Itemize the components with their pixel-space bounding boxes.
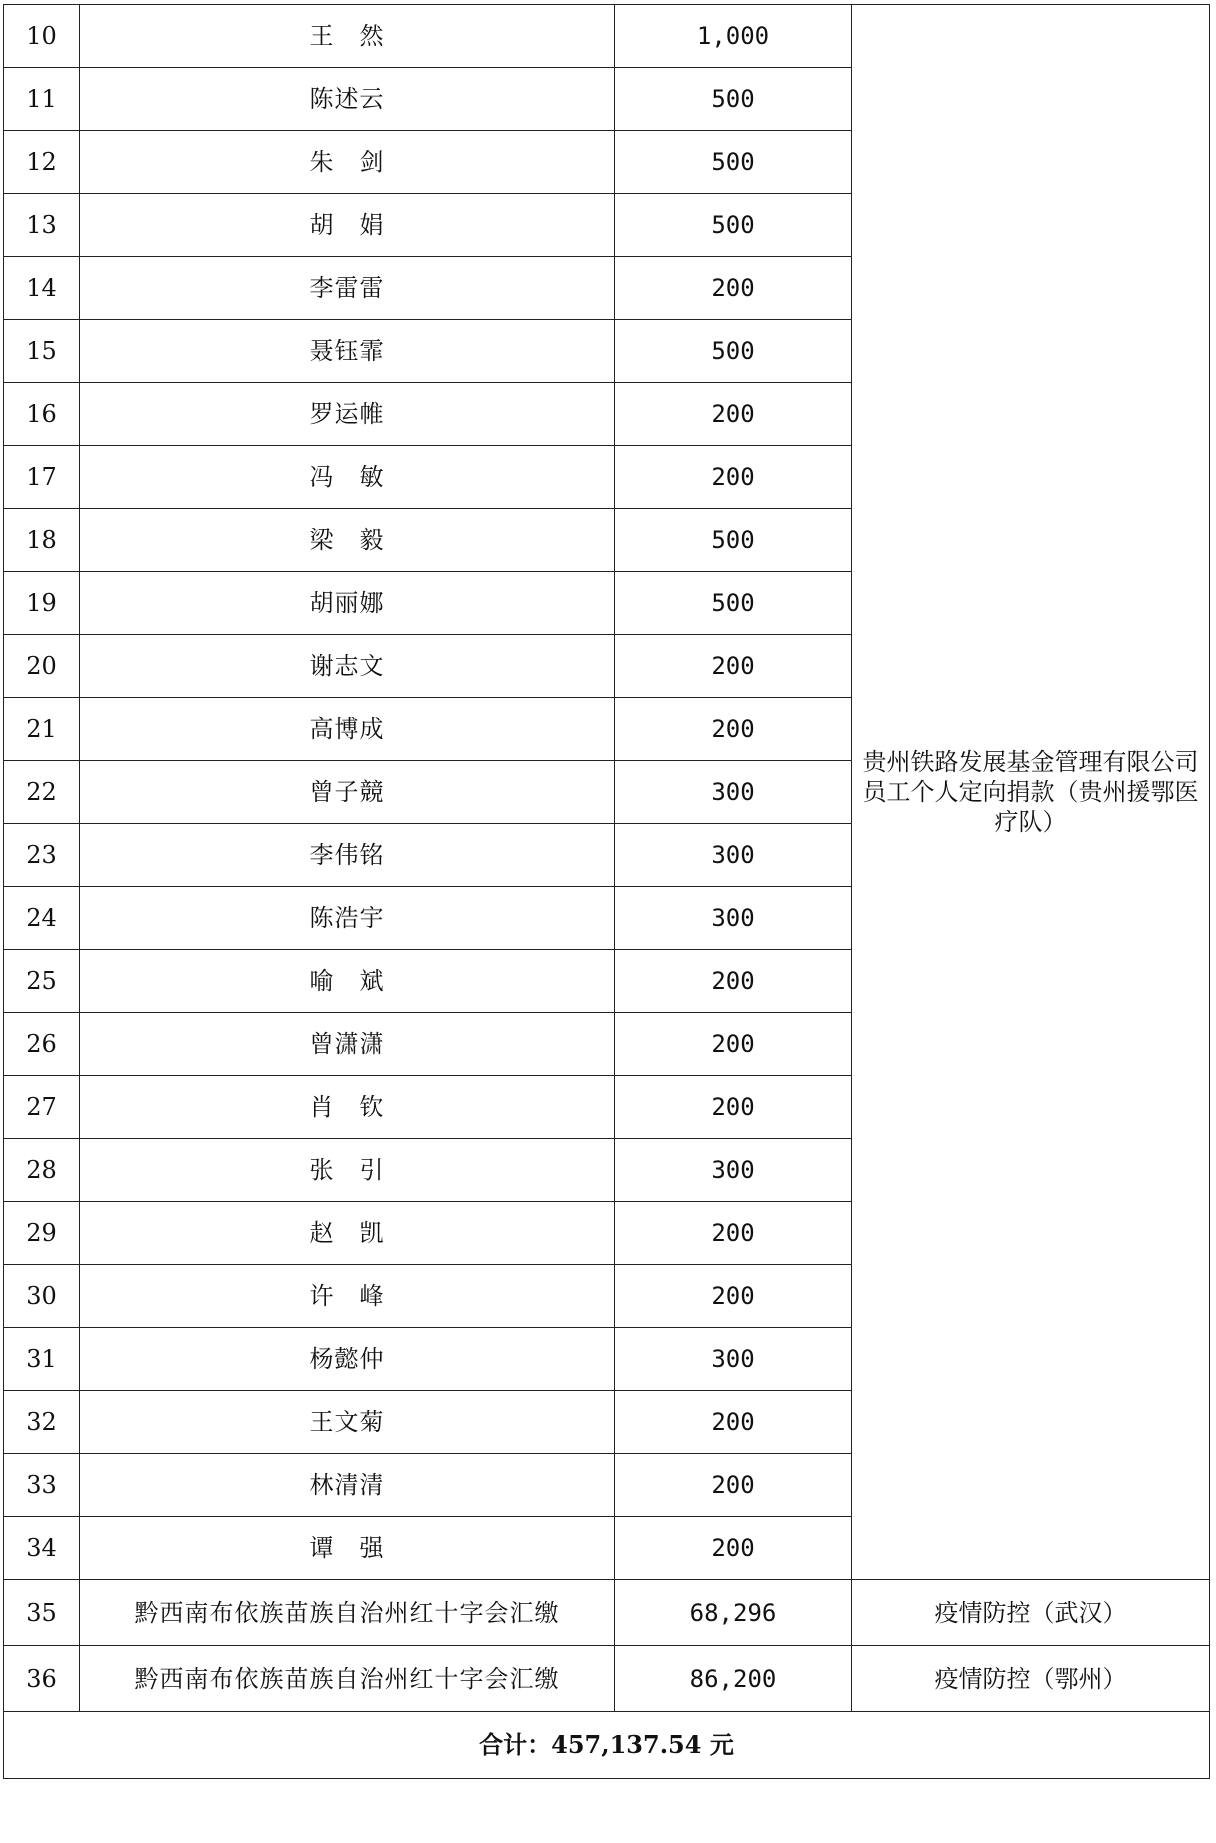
row-number: 35 — [4, 1580, 80, 1646]
row-number: 22 — [4, 761, 80, 824]
row-number: 34 — [4, 1517, 80, 1580]
donation-amount: 200 — [615, 950, 852, 1013]
row-number: 17 — [4, 446, 80, 509]
donor-name: 杨懿仲 — [80, 1328, 615, 1391]
donor-name: 陈浩宇 — [80, 887, 615, 950]
donation-table — [3, 4, 1210, 1779]
donor-name: 聂钰霏 — [80, 320, 615, 383]
row-number: 23 — [4, 824, 80, 887]
donation-amount: 68,296 — [615, 1580, 852, 1646]
donation-amount: 200 — [615, 257, 852, 320]
donation-amount: 500 — [615, 194, 852, 257]
donation-amount: 300 — [615, 824, 852, 887]
donor-name: 林清清 — [80, 1454, 615, 1517]
donor-name: 黔西南布依族苗族自治州红十字会汇缴 — [80, 1646, 615, 1712]
donor-name: 黔西南布依族苗族自治州红十字会汇缴 — [80, 1580, 615, 1646]
donation-amount: 500 — [615, 68, 852, 131]
donor-name: 罗运帷 — [80, 383, 615, 446]
row-number: 31 — [4, 1328, 80, 1391]
row-number: 16 — [4, 383, 80, 446]
donor-name: 曾子競 — [80, 761, 615, 824]
donation-amount: 200 — [615, 383, 852, 446]
total-row — [4, 1712, 1210, 1779]
table-row — [4, 1580, 1210, 1646]
row-number: 27 — [4, 1076, 80, 1139]
row-number: 33 — [4, 1454, 80, 1517]
row-number: 36 — [4, 1646, 80, 1712]
donation-amount: 500 — [615, 320, 852, 383]
donation-amount: 200 — [615, 1391, 852, 1454]
row-number: 26 — [4, 1013, 80, 1076]
donor-name: 梁 毅 — [80, 509, 615, 572]
row-number: 30 — [4, 1265, 80, 1328]
donor-name: 胡丽娜 — [80, 572, 615, 635]
donor-name: 喻 斌 — [80, 950, 615, 1013]
donation-amount: 300 — [615, 887, 852, 950]
donation-purpose-merged: 贵州铁路发展基金管理有限公司员工个人定向捐款（贵州援鄂医疗队） — [852, 5, 1210, 1580]
donation-table-body — [4, 5, 1210, 1779]
donation-amount: 300 — [615, 761, 852, 824]
donation-amount: 200 — [615, 1454, 852, 1517]
donation-amount: 500 — [615, 509, 852, 572]
donor-name: 王文菊 — [80, 1391, 615, 1454]
donor-name: 王 然 — [80, 5, 615, 68]
donor-name: 高博成 — [80, 698, 615, 761]
row-number: 25 — [4, 950, 80, 1013]
grand-total: 合计：457,137.54 元 — [4, 1712, 1210, 1779]
donor-name: 张 引 — [80, 1139, 615, 1202]
table-row — [4, 5, 1210, 68]
donor-name: 曾潇潇 — [80, 1013, 615, 1076]
row-number: 15 — [4, 320, 80, 383]
row-number: 28 — [4, 1139, 80, 1202]
donation-amount: 300 — [615, 1328, 852, 1391]
donation-amount: 200 — [615, 1517, 852, 1580]
donation-amount: 200 — [615, 1013, 852, 1076]
row-number: 21 — [4, 698, 80, 761]
donor-name: 李伟铭 — [80, 824, 615, 887]
row-number: 14 — [4, 257, 80, 320]
row-number: 32 — [4, 1391, 80, 1454]
donor-name: 谢志文 — [80, 635, 615, 698]
donation-amount: 200 — [615, 446, 852, 509]
table-row — [4, 1646, 1210, 1712]
donor-name: 朱 剑 — [80, 131, 615, 194]
row-number: 19 — [4, 572, 80, 635]
donation-amount: 200 — [615, 635, 852, 698]
donor-name: 许 峰 — [80, 1265, 615, 1328]
donation-amount: 200 — [615, 1202, 852, 1265]
donor-name: 陈述云 — [80, 68, 615, 131]
donor-name: 肖 钦 — [80, 1076, 615, 1139]
donor-name: 赵 凯 — [80, 1202, 615, 1265]
row-number: 29 — [4, 1202, 80, 1265]
donation-amount: 1,000 — [615, 5, 852, 68]
donation-amount: 86,200 — [615, 1646, 852, 1712]
donor-name: 冯 敏 — [80, 446, 615, 509]
row-number: 18 — [4, 509, 80, 572]
row-number: 12 — [4, 131, 80, 194]
row-number: 20 — [4, 635, 80, 698]
donation-amount: 200 — [615, 698, 852, 761]
donation-amount: 500 — [615, 572, 852, 635]
row-number: 11 — [4, 68, 80, 131]
row-number: 10 — [4, 5, 80, 68]
row-number: 24 — [4, 887, 80, 950]
donation-amount: 200 — [615, 1076, 852, 1139]
row-number: 13 — [4, 194, 80, 257]
donation-amount: 200 — [615, 1265, 852, 1328]
donation-amount: 500 — [615, 131, 852, 194]
donor-name: 谭 强 — [80, 1517, 615, 1580]
donation-purpose: 疫情防控（武汉） — [852, 1580, 1210, 1646]
donation-purpose: 疫情防控（鄂州） — [852, 1646, 1210, 1712]
donor-name: 李雷雷 — [80, 257, 615, 320]
donor-name: 胡 娟 — [80, 194, 615, 257]
donation-amount: 300 — [615, 1139, 852, 1202]
